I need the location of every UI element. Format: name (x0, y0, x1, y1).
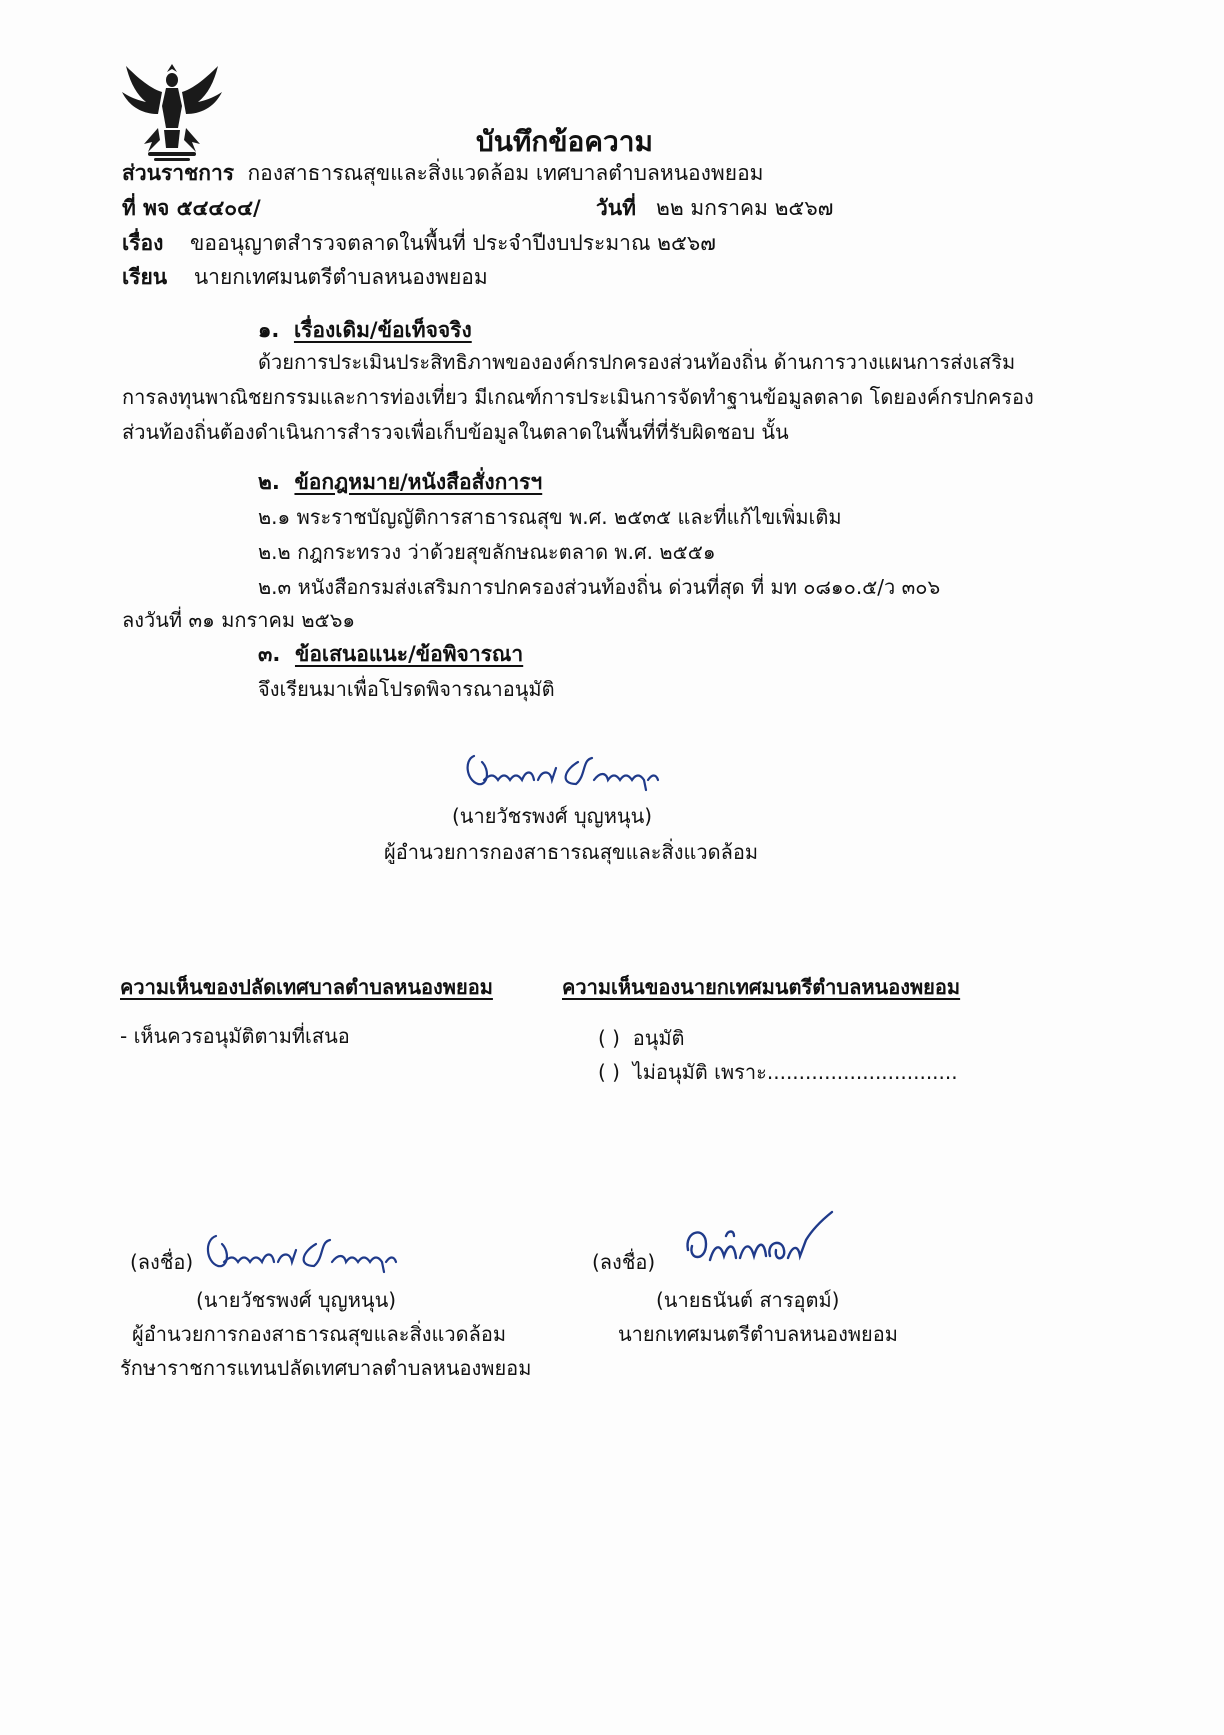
left-signer-position1: ผู้อำนวยการกองสาธารณสุขและสิ่งแวดล้อม (132, 1322, 507, 1346)
section3-title: ข้อเสนอแนะ/ข้อพิจารณา (294, 642, 524, 666)
left-sign-label: (ลงชื่อ) (130, 1250, 194, 1274)
section1-title: เรื่องเดิม/ข้อเท็จจริง (293, 318, 472, 342)
section2-item1: ๒.๑ พระราชบัญญัติการสาธารณสุข พ.ศ. ๒๕๓๕ และที่แก้ไขเพิ่มเติม (258, 505, 842, 529)
subject-value: ขออนุญาตสำรวจตลาดในพื้นที่ ประจำปีงบประมาณ ๒๕๖๗ (190, 231, 716, 255)
section2-item3: ๒.๓ หนังสือกรมส่งเสริมการปกครองส่วนท้องถิ่น ด่วนที่สุด ที่ มท ๐๘๑๐.๕/ว ๓๐๖ (258, 575, 941, 599)
signature-image (460, 740, 680, 800)
left-signature-image (200, 1222, 410, 1282)
section2-number: ๒. (258, 470, 280, 494)
approve-checkbox[interactable]: ( ) (598, 1026, 620, 1050)
reference-number: ที่ พจ ๕๔๔๐๔/ (122, 196, 261, 220)
section2-item2: ๒.๒ กฎกระทรวง ว่าด้วยสุขลักษณะตลาด พ.ศ. ๒๕๕๑ (258, 540, 716, 564)
department-row (122, 161, 764, 186)
garuda-emblem-icon (118, 58, 226, 166)
date-value: ๒๒ มกราคม ๒๕๖๗ (656, 196, 834, 220)
right-sign-label: (ลงชื่อ) (592, 1250, 656, 1274)
section2-heading (258, 470, 542, 495)
left-signer-position2: รักษาราชการแทนปลัดเทศบาลตำบลหนองพยอม (120, 1356, 532, 1380)
to-value: นายกเทศมนตรีตำบลหนองพยอม (193, 265, 488, 289)
to-row (122, 265, 488, 290)
date-row (596, 196, 833, 221)
section1-heading (258, 318, 472, 343)
section3-text: จึงเรียนมาเพื่อโปรดพิจารณาอนุมัติ (258, 677, 555, 701)
department-label: ส่วนราชการ (122, 161, 235, 185)
section1-number: ๑. (258, 318, 280, 342)
right-signer-name: (นายธนันต์ สารอุตม์) (656, 1288, 840, 1312)
approve-option (598, 1026, 685, 1050)
section3-heading (258, 642, 523, 667)
subject-row (122, 231, 716, 256)
disapprove-option (598, 1060, 958, 1084)
opinion-left-text: - เห็นควรอนุมัติตามที่เสนอ (120, 1024, 350, 1048)
opinion-left-heading: ความเห็นของปลัดเทศบาลตำบลหนองพยอม (120, 975, 493, 999)
signer1-name: (นายวัชรพงศ์ บุญหนุน) (452, 804, 653, 828)
section1-line3: ส่วนท้องถิ่นต้องดำเนินการสำรวจเพื่อเก็บข้อมูลในตลาดในพื้นที่ที่รับผิดชอบ นั้น (122, 420, 789, 444)
department-value: กองสาธารณสุขและสิ่งแวดล้อม เทศบาลตำบลหนองพยอม (247, 161, 764, 185)
section1-line1: ด้วยการประเมินประสิทธิภาพขององค์กรปกครองส่วนท้องถิ่น ด้านการวางแผนการส่งเสริม (258, 350, 1016, 374)
right-signer-position: นายกเทศมนตรีตำบลหนองพยอม (618, 1322, 898, 1346)
left-signer-name: (นายวัชรพงศ์ บุญหนุน) (196, 1288, 397, 1312)
subject-label: เรื่อง (122, 231, 164, 255)
date-label: วันที่ (596, 196, 636, 220)
section1-line2: การลงทุนพาณิชยกรรมและการท่องเที่ยว มีเกณฑ์การประเมินการจัดทำฐานข้อมูลตลาด โดยองค์กรปกครอง (122, 385, 1034, 409)
section2-item3-cont: ลงวันที่ ๓๑ มกราคม ๒๕๖๑ (122, 608, 356, 632)
section3-number: ๓. (258, 642, 281, 666)
opinion-right-heading: ความเห็นของนายกเทศมนตรีตำบลหนองพยอม (562, 975, 961, 999)
section2-title: ข้อกฎหมาย/หนังสือสั่งการฯ (294, 470, 543, 494)
signer1-position: ผู้อำนวยการกองสาธารณสุขและสิ่งแวดล้อม (384, 840, 759, 864)
disapprove-label: ไม่อนุมัติ เพราะ.............................. (632, 1060, 958, 1084)
disapprove-checkbox[interactable]: ( ) (598, 1060, 620, 1084)
approve-label: อนุมัติ (632, 1026, 685, 1050)
to-label: เรียน (122, 265, 168, 289)
right-signature-image (680, 1206, 840, 1276)
memo-title: บันทึกข้อความ (476, 125, 653, 158)
